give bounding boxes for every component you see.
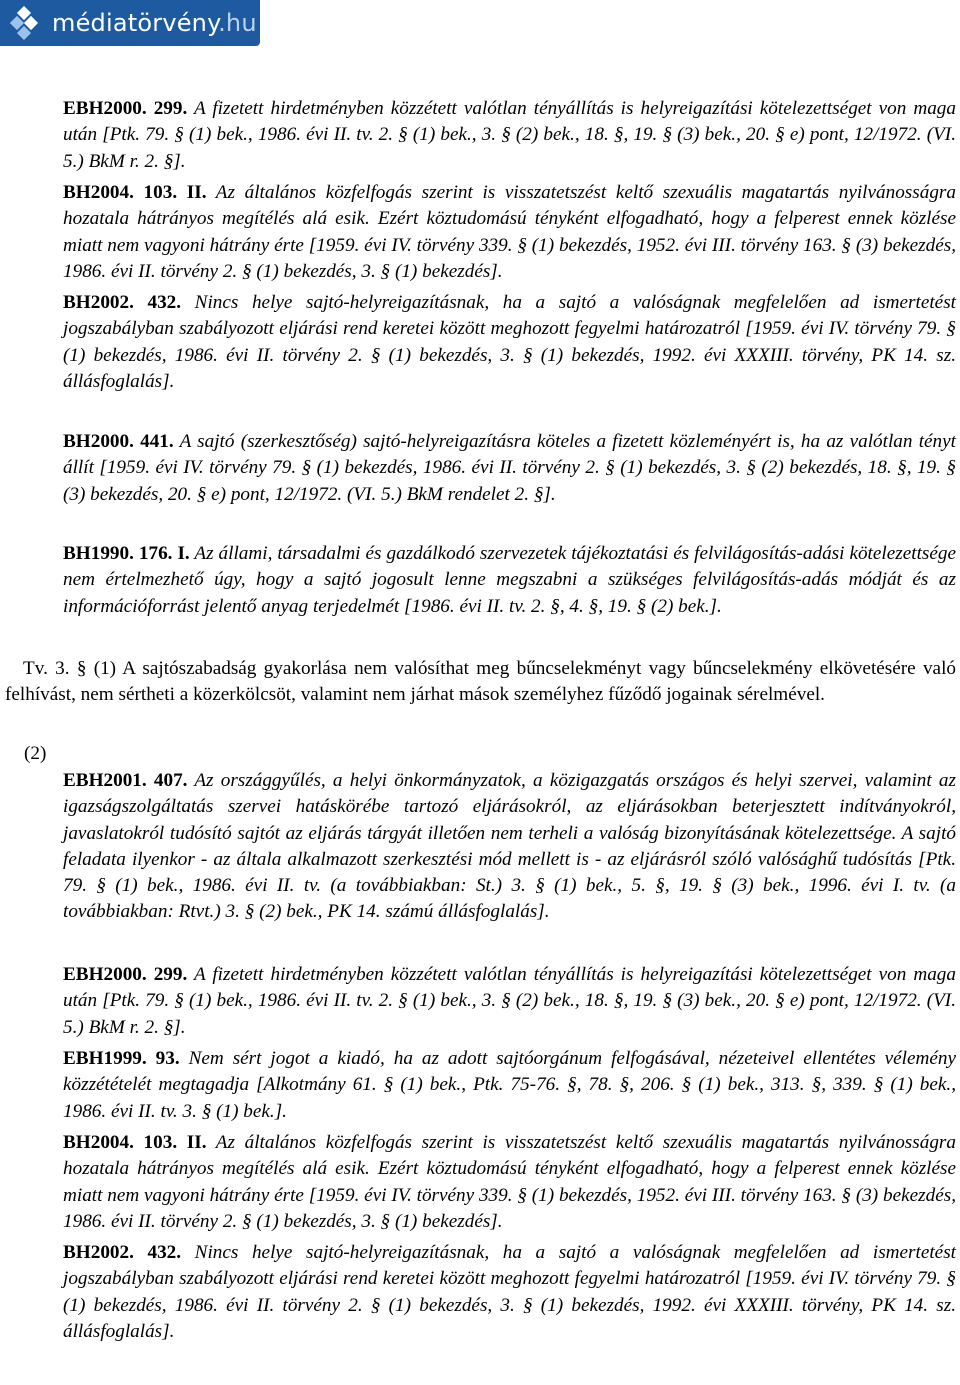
case-summary: Nincs helye sajtó-helyreigazításnak, ha a sajtó a valóságnak megfelelően ad ismertetést jogszabályban szabályozott eljárási rend keretei között meghozott fegyelmi határozatról [1959. évi IV. törvény 79. § (1) bekezdés, 1986. évi II. törvény 2. § (1) bekezdés, 3. § (1) bekezdés, 1992. évi XXXIII. törvény, PK 14. sz. állásfoglalás]. xyxy=(63,292,957,392)
case-reference: EBH2000. 299. xyxy=(63,98,188,119)
case-entry xyxy=(63,768,956,926)
case-entry xyxy=(63,1130,956,1235)
case-reference: BH2004. 103. II. xyxy=(63,182,207,203)
case-summary: Nincs helye sajtó-helyreigazításnak, ha a sajtó a valóságnak megfelelően ad ismertetést jogszabályban szabályozott eljárási rend keretei között meghozott fegyelmi határozatról [1959. évi IV. törvény 79. § (1) bekezdés, 1986. évi II. törvény 2. § (1) bekezdés, 3. § (1) bekezdés, 1992. évi XXXIII. törvény, PK 14. sz. állásfoglalás]. xyxy=(63,1242,957,1342)
case-reference: BH2002. 432. xyxy=(63,1242,182,1263)
case-entry xyxy=(63,1046,956,1125)
case-reference: EBH1999. 93. xyxy=(63,1048,180,1069)
case-entry xyxy=(63,96,956,175)
case-summary: A sajtó (szerkesztőség) sajtó-helyreigazításra köteles a fizetett közleményért is, ha az valótlan tényt állít [1959. évi IV. törvény 79. § (1) bekezdés, 1986. évi II. törvény 2. § (1) bekezdés, 3. § (2) bekezdés, 18. §, 19. § (3) bekezdés, 20. § e) pont, 12/1972. (VI. 5.) BkM rendelet 2. §]. xyxy=(63,431,956,505)
case-summary: A fizetett hirdetményben közzétett valótlan tényállítás is helyreigazítási kötelezettséget von maga után [Ptk. 79. § (1) bek., 1986. évi II. tv. 2. § (1) bek., 3. § (2) bek., 18. §, 19. § (3) bek., 20. § e) pont, 12/1972. (VI. 5.) BkM r. 2. §]. xyxy=(63,964,956,1038)
case-summary: Nem sért jogot a kiadó, ha az adott sajtóorgánum felfogásával, nézeteivel ellentétes vélemény közzétételét megtagadja [Alkotmány 61. § (1) bek., Ptk. 75-76. §, 78. §, 206. § (1) bek., 313. §, 339. § (1) bek., 1986. évi II. tv. 3. § (1) bek.]. xyxy=(63,1048,956,1122)
logo-diamond-icon xyxy=(10,6,44,40)
logo-tld: .hu xyxy=(218,9,257,37)
law-paragraph-text: Tv. 3. § (1) A sajtószabadság gyakorlása nem valósíthat meg bűncselekményt vagy bűncselekmény elkövetésére való felhívást, nem sértheti a közerkölcsöt, valamint nem járhat mások személyhez fűződő jogainak sérelmével. xyxy=(5,658,956,706)
case-reference: BH2000. 441. xyxy=(63,431,174,452)
case-entry xyxy=(63,541,956,620)
case-reference: BH1990. 176. I. xyxy=(63,543,190,564)
case-entry xyxy=(63,180,956,285)
case-entry xyxy=(63,290,956,395)
site-logo[interactable] xyxy=(0,0,260,46)
case-reference: BH2004. 103. II. xyxy=(63,1132,207,1153)
case-reference: EBH2001. 407. xyxy=(63,770,188,791)
case-summary: Az országgyűlés, a helyi önkormányzatok, a közigazgatás országos és helyi szervei, valamint az igazságszolgáltatás szervei hatáskörébe tartozó eljárásokról, az eljárásokban beterjesztett indítványokról, javaslatokról tudósító sajtót az eljárás tárgyát illetően nem terheli a valóság bizonyításának kötelezettsége. A sajtó feladata ilyenkor - az általa alkalmazott szerkesztési mód mellett is - az eljárásról szóló valósághű tudósítás [Ptk. 79. § (1) bek., 1986. évi II. tv. (a továbbiakban: St.) 3. § (1) bek., 5. §, 19. § (3) bek., 1996. évi I. tv. (a továbbiakban: Rtvt.) 3. § (2) bek., PK 14. számú állásfoglalás]. xyxy=(63,770,956,923)
case-entry xyxy=(63,429,956,508)
case-summary: A fizetett hirdetményben közzétett valótlan tényállítás is helyreigazítási kötelezettséget von maga után [Ptk. 79. § (1) bek., 1986. évi II. tv. 2. § (1) bek., 3. § (2) bek., 18. §, 19. § (3) bek., 20. § e) pont, 12/1972. (VI. 5.) BkM r. 2. §]. xyxy=(63,98,956,172)
case-summary: Az általános közfelfogás szerint is visszatetszést keltő szexuális magatartás nyilvánosságra hozatala hátrányos megítélés alá esik. Ezért köztudomású tényként elfogadható, hogy a felperest ennek közlése miatt nem vagyoni hátrány érte [1959. évi IV. törvény 339. § (1) bekezdés, 1952. évi III. törvény 163. § (3) bekezdés, 1986. évi II. törvény 2. § (1) bekezdés, 3. § (1) bekezdés]. xyxy=(63,182,956,282)
logo-text xyxy=(52,9,257,37)
case-summary: Az általános közfelfogás szerint is visszatetszést keltő szexuális magatartás nyilvánosságra hozatala hátrányos megítélés alá esik. Ezért köztudomású tényként elfogadható, hogy a felperest ennek közlése miatt nem vagyoni hátrány érte [1959. évi IV. törvény 339. § (1) bekezdés, 1952. évi III. törvény 163. § (3) bekezdés, 1986. évi II. törvény 2. § (1) bekezdés, 3. § (1) bekezdés]. xyxy=(63,1132,956,1232)
case-entry xyxy=(63,962,956,1041)
case-reference: BH2002. 432. xyxy=(63,292,182,313)
subsection-marker: (2) xyxy=(24,743,47,764)
case-entry xyxy=(63,1240,956,1345)
logo-name: médiatörvény xyxy=(52,9,219,37)
law-paragraph xyxy=(5,656,956,709)
case-summary: Az állami, társadalmi és gazdálkodó szervezetek tájékoztatási és felvilágosítás-adási kötelezettsége nem értelmezhető úgy, hogy a sajtó jogosult lenne megszabni a szükséges felvilágosítás-adás módját és az információforrást jelentő anyag terjedelmét [1986. évi II. tv. 2. §, 4. §, 19. § (2) bek.]. xyxy=(63,543,956,617)
case-reference: EBH2000. 299. xyxy=(63,964,188,985)
